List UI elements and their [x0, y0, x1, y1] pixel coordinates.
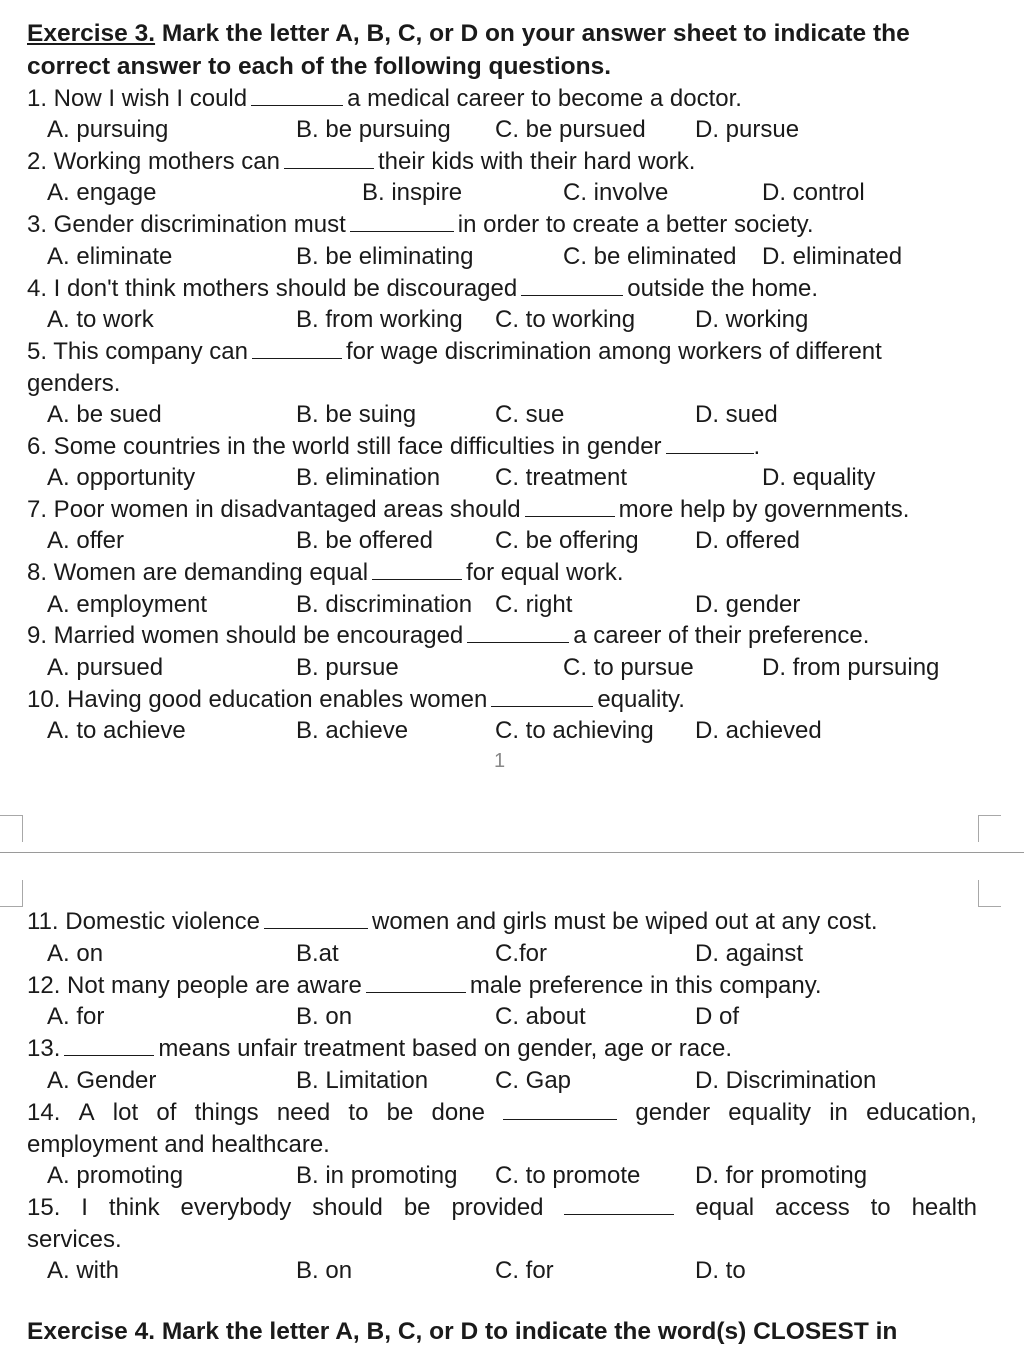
option-b: B. pursue	[296, 654, 399, 681]
question-13-stem-end: means unfair treatment based on gender, age or race.	[158, 1035, 733, 1062]
option-c: C. involve	[563, 179, 669, 206]
question-3	[27, 211, 814, 243]
option-d: D. pursue	[695, 116, 800, 143]
option-c: C. sue	[495, 401, 565, 428]
option-a: A. with	[47, 1257, 120, 1284]
question-14-word: done	[431, 1099, 485, 1126]
question-15-word: be	[403, 1194, 431, 1221]
page-divider	[0, 852, 1024, 853]
option-d: D. against	[695, 940, 804, 967]
question-3-stem: 3. Gender discrimination must	[27, 211, 346, 238]
option-a: A. employment	[47, 591, 208, 618]
question-14-word: education,	[866, 1099, 977, 1126]
answer-blank	[521, 275, 623, 296]
question-15-word: 15.	[27, 1194, 61, 1221]
question-12-stem-end: male preference in this company.	[469, 972, 822, 999]
question-6-stem: 6. Some countries in the world still face difficulties in gender	[27, 433, 662, 460]
question-14-word: to	[348, 1099, 369, 1126]
option-c: C. to promote	[495, 1162, 641, 1189]
exercise3-heading-line2: correct answer to each of the following questions.	[27, 53, 612, 80]
crop-mark	[0, 880, 23, 907]
option-b: B. be pursuing	[296, 116, 451, 143]
question-13	[27, 1035, 732, 1067]
question-15-word: to	[870, 1194, 891, 1221]
answer-blank	[666, 433, 754, 454]
option-c: C. right	[495, 591, 573, 618]
answer-blank	[366, 972, 466, 993]
option-b: B. achieve	[296, 717, 409, 744]
question-11-stem-end: women and girls must be wiped out at any cost.	[372, 908, 878, 935]
question-7	[27, 496, 909, 528]
question-5-stem: 5. This company can	[27, 338, 249, 365]
question-15-word: should	[312, 1194, 383, 1221]
option-b: B. be eliminating	[296, 243, 474, 270]
question-14-word: things	[194, 1099, 259, 1126]
option-c: C.for	[495, 940, 548, 967]
question-4-stem: 4. I don't think mothers should be discouraged	[27, 275, 518, 302]
option-a: A. Gender	[47, 1067, 157, 1094]
question-9-options	[0, 654, 1024, 686]
answer-blank	[467, 622, 569, 643]
question-13-options	[0, 1067, 1024, 1099]
question-12-stem: 12. Not many people are aware	[27, 972, 362, 999]
question-13-number: 13.	[27, 1035, 61, 1062]
question-14-word: A	[78, 1099, 95, 1126]
option-a: A. be sued	[47, 401, 162, 428]
question-7-options	[0, 527, 1024, 559]
option-c: C. to achieving	[495, 717, 654, 744]
question-15-word: access	[775, 1194, 850, 1221]
question-1-stem-end: a medical career to become a doctor.	[347, 85, 742, 112]
question-15	[27, 1194, 977, 1226]
question-15-word: think	[108, 1194, 160, 1221]
question-14-word: equality	[728, 1099, 812, 1126]
option-a: A. pursuing	[47, 116, 169, 143]
answer-blank	[491, 686, 593, 707]
question-14	[27, 1099, 977, 1131]
question-11-stem: 11. Domestic violence	[27, 908, 260, 935]
option-b: B. elimination	[296, 464, 441, 491]
question-2-stem-end: their kids with their hard work.	[378, 148, 696, 175]
question-6-stem-end: .	[753, 433, 761, 460]
crop-mark	[0, 815, 23, 842]
question-15-options	[0, 1257, 1024, 1289]
option-b: B. on	[296, 1257, 353, 1284]
option-b: B. be offered	[296, 527, 433, 554]
question-15-continued: services.	[27, 1226, 122, 1253]
option-d: D. eliminated	[762, 243, 903, 270]
question-7-stem: 7. Poor women in disadvantaged areas should	[27, 496, 521, 523]
question-3-stem-end: in order to create a better society.	[457, 211, 814, 238]
question-1-options	[0, 116, 1024, 148]
crop-mark	[978, 880, 1001, 907]
option-c: C. about	[495, 1003, 586, 1030]
question-8	[27, 559, 624, 591]
option-a: A. to achieve	[47, 717, 186, 744]
option-c: C. for	[495, 1257, 554, 1284]
question-14-word: lot	[112, 1099, 139, 1126]
option-d: D. to	[695, 1257, 746, 1284]
question-11	[27, 908, 878, 940]
exercise4-heading-cutoff: Exercise 4. Mark the letter A, B, C, or D to indicate the word(s) CLOSEST in	[27, 1318, 898, 1345]
question-14-word: gender	[635, 1099, 711, 1126]
answer-blank	[284, 148, 374, 169]
option-a: A. on	[47, 940, 104, 967]
question-14-word: need	[276, 1099, 331, 1126]
option-d: D. Discrimination	[695, 1067, 877, 1094]
question-5-continued: genders.	[27, 370, 121, 397]
option-c: C. be offering	[495, 527, 639, 554]
option-d: D. from pursuing	[762, 654, 940, 681]
question-11-options	[0, 940, 1024, 972]
option-d: D. gender	[695, 591, 801, 618]
question-14-word: in	[829, 1099, 848, 1126]
option-b: B. be suing	[296, 401, 417, 428]
answer-blank	[372, 559, 462, 580]
question-6-options	[0, 464, 1024, 496]
question-9	[27, 622, 869, 654]
question-12-options	[0, 1003, 1024, 1035]
question-3-options	[0, 243, 1024, 275]
option-c: C. Gap	[495, 1067, 572, 1094]
option-a: A. eliminate	[47, 243, 173, 270]
question-10-options	[0, 717, 1024, 749]
exercise3-instruction: Mark the letter A, B, C, or D on your answer sheet to indicate the	[155, 20, 910, 47]
question-15-word: provided	[451, 1194, 544, 1221]
option-a: A. opportunity	[47, 464, 196, 491]
answer-blank	[264, 908, 368, 929]
question-15-word: equal	[695, 1194, 755, 1221]
option-d: D. working	[695, 306, 809, 333]
question-5	[27, 338, 882, 370]
answer-blank	[350, 211, 454, 232]
option-d: D. offered	[695, 527, 800, 554]
option-a: A. engage	[47, 179, 157, 206]
question-15-word: health	[911, 1194, 977, 1221]
option-a: A. for	[47, 1003, 105, 1030]
question-15-word: I	[81, 1194, 88, 1221]
question-4-stem-end: outside the home.	[627, 275, 819, 302]
question-15-word: everybody	[180, 1194, 292, 1221]
question-7-stem-end: more help by governments.	[618, 496, 910, 523]
answer-blank	[503, 1099, 617, 1120]
question-14-word: of	[156, 1099, 177, 1126]
option-d: D. control	[762, 179, 865, 206]
question-2	[27, 148, 695, 180]
exercise3-label: Exercise 3.	[27, 20, 156, 47]
question-14-continued: employment and healthcare.	[27, 1131, 330, 1158]
option-d: D of	[695, 1003, 740, 1030]
question-5-options	[0, 401, 1024, 433]
question-14-word: be	[386, 1099, 414, 1126]
question-10-stem: 10. Having good education enables women	[27, 686, 488, 713]
option-b: B. from working	[296, 306, 463, 333]
question-9-stem-end: a career of their preference.	[573, 622, 870, 649]
option-a: A. offer	[47, 527, 124, 554]
option-a: A. pursued	[47, 654, 164, 681]
option-c: C. treatment	[495, 464, 628, 491]
question-8-options	[0, 591, 1024, 623]
option-b: B. inspire	[362, 179, 463, 206]
question-5-stem-end: for wage discrimination among workers of different	[346, 338, 882, 365]
question-8-stem-end: for equal work.	[466, 559, 624, 586]
option-b: B. discrimination	[296, 591, 473, 618]
question-4	[27, 275, 818, 307]
answer-blank	[252, 338, 342, 359]
page-number: 1	[494, 750, 506, 772]
option-c: C. to working	[495, 306, 636, 333]
option-c: C. be eliminated	[563, 243, 737, 270]
answer-blank	[64, 1035, 154, 1056]
question-6	[27, 433, 760, 465]
question-9-stem: 9. Married women should be encouraged	[27, 622, 464, 649]
question-10	[27, 686, 685, 718]
option-b: B. in promoting	[296, 1162, 458, 1189]
crop-mark	[978, 815, 1001, 842]
option-d: D. achieved	[695, 717, 822, 744]
answer-blank	[525, 496, 615, 517]
question-8-stem: 8. Women are demanding equal	[27, 559, 369, 586]
option-d: D. sued	[695, 401, 778, 428]
answer-blank	[251, 85, 343, 106]
option-b: B. on	[296, 1003, 353, 1030]
question-4-options	[0, 306, 1024, 338]
question-14-options	[0, 1162, 1024, 1194]
option-b: B.at	[296, 940, 339, 967]
question-14-word: 14.	[27, 1099, 61, 1126]
exercise3-heading	[27, 20, 910, 48]
option-b: B. Limitation	[296, 1067, 429, 1094]
option-c: C. to pursue	[563, 654, 694, 681]
option-a: A. to work	[47, 306, 154, 333]
question-1	[27, 85, 742, 117]
option-d: D. equality	[762, 464, 876, 491]
question-1-stem: 1. Now I wish I could	[27, 85, 248, 112]
question-2-options	[0, 179, 1024, 211]
question-2-stem: 2. Working mothers can	[27, 148, 280, 175]
option-d: D. for promoting	[695, 1162, 868, 1189]
answer-blank	[564, 1194, 674, 1215]
question-12	[27, 972, 822, 1004]
option-a: A. promoting	[47, 1162, 184, 1189]
option-c: C. be pursued	[495, 116, 646, 143]
question-10-stem-end: equality.	[597, 686, 685, 713]
